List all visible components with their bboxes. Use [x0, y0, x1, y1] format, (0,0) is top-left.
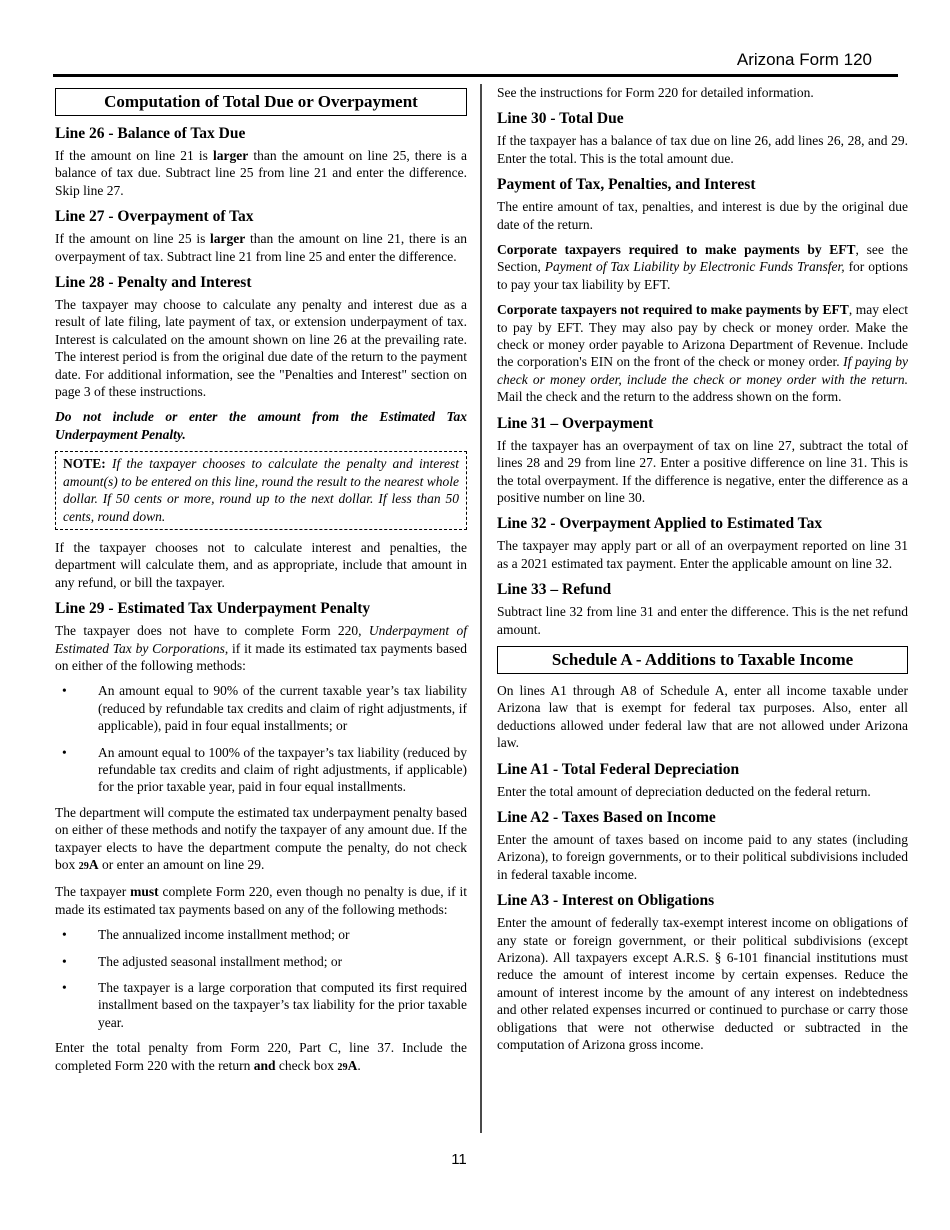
- heading-line-32: Line 32 - Overpayment Applied to Estimated Tax: [497, 515, 823, 533]
- list-item: [55, 682, 467, 734]
- italic-run: Payment of Tax Liability by Electronic Funds Transfer,: [544, 259, 845, 275]
- checkbox-29-number: 29: [78, 861, 89, 872]
- text-run: The taxpayer does not have to complete Form 220,: [55, 623, 369, 639]
- heading-line-31: Line 31 – Overpayment: [497, 414, 654, 432]
- bullet-text: The taxpayer is a large corporation that computed its first required installment based on the taxpayer’s tax liability for the prior taxable year.: [98, 980, 467, 1030]
- para-form-220-intro: See the instructions for Form 220 for detailed information.: [497, 85, 814, 100]
- section-title-computation: Computation of Total Due or Overpayment: [55, 88, 467, 116]
- text-run: The taxpayer: [55, 884, 131, 900]
- header-rule: [53, 74, 898, 77]
- heading-line-a1: Line A1 - Total Federal Depreciation: [497, 760, 740, 778]
- para-line-a1: Enter the total amount of depreciation deducted on the federal return.: [497, 783, 871, 799]
- text-run: If the amount on line 21 is: [55, 148, 213, 163]
- para-line-28-1: The taxpayer may choose to calculate any penalty and interest due as a result of late filing, late payment of tax, or extension underpayment of tax. Interest is calculated on the amount shown on line 26 at the prevailing rate. The interest period is from the original due date of the return to the payment date. For additional information, see the "Penalties and Interest" section on page 3 of these instructions.: [55, 297, 467, 400]
- para-line-32: The taxpayer may apply part or all of an overpayment reported on line 31 as a 2021 estimated tax payment. Enter the applicable amount on line 32.: [497, 538, 908, 571]
- heading-line-27: Line 27 - Overpayment of Tax: [55, 208, 254, 226]
- text-run: Mail the check and the return to the address shown on the form.: [497, 389, 842, 405]
- list-item: [55, 979, 467, 1031]
- column-divider: [480, 84, 482, 1133]
- text-run: , see the Section,: [497, 242, 909, 275]
- para-line-28-2: If the taxpayer chooses not to calculate interest and penalties, the department will calculate them, and as appropriate, include that amount in any refund, or bill the taxpayer.: [55, 539, 467, 590]
- bold-run: and: [253, 1057, 276, 1073]
- bullet-list-estimated-methods: [55, 682, 467, 795]
- text-run: Enter the total penalty from Form 220, Part C, line 37. Include the completed Form 220 with the return: [55, 1040, 467, 1073]
- italic-run: Underpayment of Estimated Tax by Corporations: [55, 623, 467, 656]
- form-header-title: Arizona Form 120: [736, 50, 872, 69]
- bullet-icon: •: [62, 927, 67, 943]
- text-run: than the amount on line 25, there is a balance of tax due. Subtract line 25 from line 21 and enter the difference. Skip line 27.: [55, 148, 468, 198]
- para-line-29-4: [55, 1039, 467, 1076]
- bullet-text: The annualized income installment method; or: [98, 927, 350, 943]
- text-run: , may elect to pay by EFT. They may also pay by check or money order. Make the check or money order payable to Arizona Department of Revenue. Include the corporation's EIN on the front of the check or money order.: [497, 302, 908, 370]
- list-item: [55, 926, 467, 943]
- italic-run: If paying by check or money order, include the check or money order with the return.: [497, 354, 909, 387]
- heading-line-a3: Line A3 - Interest on Obligations: [497, 892, 715, 910]
- para-payment-1: The entire amount of tax, penalties, and interest is due by the original due date of the return.: [497, 199, 908, 232]
- para-schedule-a-intro: On lines A1 through A8 of Schedule A, enter all income taxable under Arizona law that is exempt for federal tax purposes. Also, enter all deductions allowed under federal law that are not allowed under Arizona law.: [497, 682, 908, 751]
- text-run: complete Form 220, even though no penalty is due, if it made its estimated tax payments based on any of the following methods:: [55, 884, 467, 917]
- heading-line-a2: Line A2 - Taxes Based on Income: [497, 808, 716, 826]
- list-item: [55, 744, 467, 796]
- note-box: [55, 451, 467, 530]
- para-line-a2: Enter the amount of taxes based on income paid to any states (including Arizona), to foreign governments, or to their political subdivisions included in federal taxable income.: [497, 831, 908, 882]
- note-text: If the taxpayer chooses to calculate the penalty and interest amount(s) to be entered on this line, round the result to the nearest whole dollar. If 50 cents or more, round up to the next dollar. If less than 50 cents, round down.: [63, 456, 459, 524]
- heading-payment: Payment of Tax, Penalties, and Interest: [497, 176, 756, 194]
- note-label: NOTE:: [63, 456, 106, 472]
- para-line-28-emphasis: Do not include or enter the amount from the Estimated Tax Underpayment Penalty.: [55, 409, 467, 442]
- bullet-text: An amount equal to 100% of the taxpayer’s tax liability (reduced by refundable tax credits and claim of right adjustments, if applicable) for the prior taxable year, paid in four equal installments.: [98, 744, 467, 795]
- bullet-list-form-220-methods: [55, 926, 467, 1031]
- text-run: than the amount on line 21, there is an overpayment of tax. Subtract line 21 from line 25 and enter the difference.: [55, 231, 468, 264]
- text-run: check box: [275, 1057, 338, 1073]
- para-line-29-1: [55, 622, 467, 674]
- page-number: 11: [451, 1151, 467, 1168]
- text-run: , if it made its estimated tax payments based on either of the following methods:: [55, 640, 467, 673]
- bullet-text: An amount equal to 90% of the current taxable year’s tax liability (reduced by refundable tax credits and claim of right adjustments, if applicable), paid in four equal installments; or: [98, 683, 467, 734]
- para-line-29-2: [55, 804, 467, 876]
- text-run: .: [357, 1057, 361, 1073]
- checkbox-29-letter: A: [88, 857, 99, 872]
- bold-run: Corporate taxpayers required to make payments by EFT: [497, 242, 856, 258]
- para-line-30: If the taxpayer has a balance of tax due on line 26, add lines 26, 28, and 29. Enter the total. This is the total amount due.: [497, 133, 908, 166]
- heading-line-29: Line 29 - Estimated Tax Underpayment Penalty: [55, 600, 371, 618]
- bullet-icon: •: [62, 980, 67, 996]
- text-run: If the amount on line 25 is: [55, 231, 211, 247]
- bullet-icon: •: [62, 744, 67, 760]
- bold-run: Corporate taxpayers not required to make payments by EFT: [497, 302, 849, 318]
- text-run: or enter an amount on line 29.: [98, 857, 265, 872]
- checkbox-29-number: 29: [337, 1061, 348, 1073]
- list-item: [55, 953, 467, 970]
- para-line-26: [55, 147, 467, 199]
- bullet-icon: •: [62, 683, 67, 699]
- bold-run: must: [130, 884, 159, 900]
- heading-line-30: Line 30 - Total Due: [497, 110, 624, 128]
- text-run: The department will compute the estimated tax underpayment penalty based on either of these methods and notify the taxpayer of any amount due. If the taxpayer elects to have the department compute the penalty, do not check box: [55, 804, 467, 872]
- bold-run: larger: [212, 148, 249, 163]
- text-run: for options to pay your tax liability by EFT.: [497, 259, 908, 292]
- left-column: [55, 86, 467, 1084]
- bullet-text: The adjusted seasonal installment method; or: [98, 953, 343, 969]
- para-payment-2: [497, 241, 908, 293]
- para-line-27: [55, 230, 467, 265]
- bullet-icon: •: [62, 953, 67, 969]
- heading-line-26: Line 26 - Balance of Tax Due: [55, 125, 246, 142]
- para-payment-3: [497, 301, 908, 405]
- para-line-33: Subtract line 32 from line 31 and enter the difference. This is the net refund amount.: [497, 604, 908, 637]
- heading-line-33: Line 33 – Refund: [497, 581, 612, 599]
- checkbox-29-letter: A: [347, 1057, 358, 1073]
- para-line-31: If the taxpayer has an overpayment of tax on line 27, subtract the total of lines 28 and 29 from line 27. Enter a positive difference on line 31. This is the total overpayment. If the difference is negative, enter the difference as a positive number on line 30.: [497, 437, 908, 505]
- para-line-29-3: [55, 883, 467, 918]
- para-line-a3: Enter the amount of federally tax-exempt interest income on obligations of any state or foreign government, or their political subdivisions (except Arizona). All taxpayers except A.R.S. § 6-101 financial institutions must reduce the amount of interest income by certain expenses. Reduce the amount of interest income by the amount of any interest on indebtedness and other related expenses incurred or continued to purchase or carry those obligations that were not otherwise deducted or subtracted in the computation of Arizona gross income.: [497, 915, 908, 1053]
- heading-line-28: Line 28 - Penalty and Interest: [55, 274, 252, 292]
- section-title-schedule-a: Schedule A - Additions to Taxable Income: [497, 646, 908, 674]
- bold-run: larger: [210, 231, 246, 247]
- right-column: [497, 84, 908, 1061]
